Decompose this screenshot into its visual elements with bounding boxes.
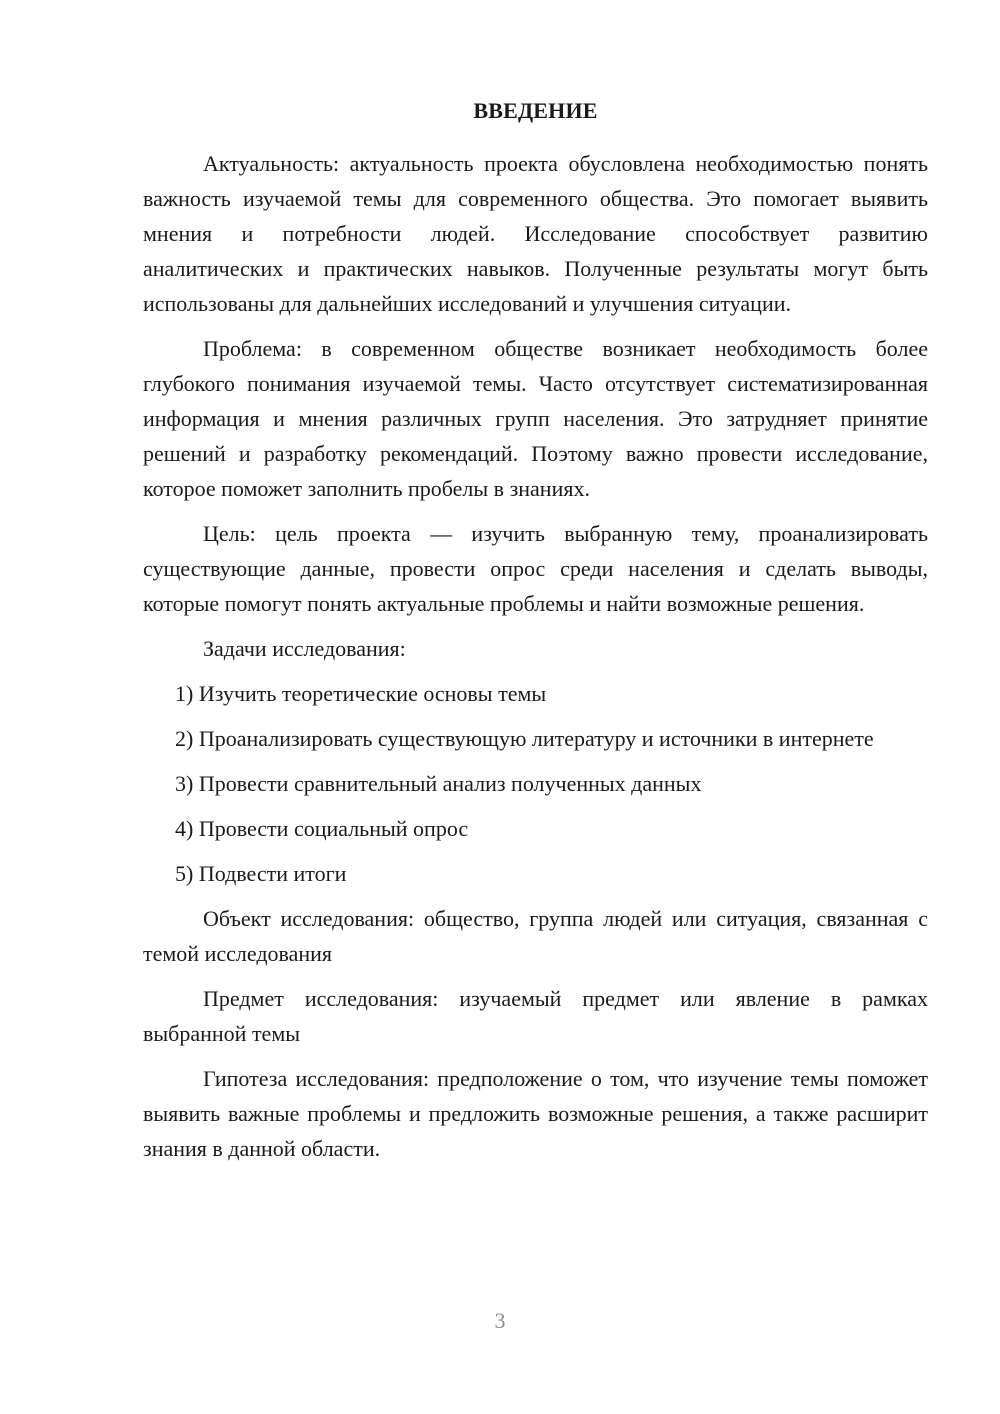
page-number: 3: [494, 1308, 506, 1333]
task-item: 1) Изучить теоретические основы темы: [175, 681, 547, 706]
page-title: ВВЕДЕНИЕ: [473, 98, 598, 123]
goal-paragraph: Цель: цель проекта — изучить выбранную тему, проанализировать существующие данные, провести опрос среди населения и сделать выводы, которые помогут понять актуальные проблемы и найти возможные решения.: [143, 521, 928, 616]
task-item: 3) Провести сравнительный анализ полученных данных: [175, 771, 702, 796]
object-paragraph: Объект исследования: общество, группа людей или ситуация, связанная с темой исследования: [143, 906, 928, 966]
tasks-heading: Задачи исследования:: [203, 636, 406, 661]
document-page: [143, 96, 928, 1176]
relevance-paragraph: Актуальность: актуальность проекта обусловлена необходимостью понять важность изучаемой темы для современного общества. Это помогает выявить мнения и потребности людей. Исследование способствует развитию аналитических и практических навыков. Полученные результаты могут быть использованы для дальнейших исследований и улучшения ситуации.: [143, 151, 928, 316]
task-item: 5) Подвести итоги: [175, 861, 347, 886]
subject-paragraph: Предмет исследования: изучаемый предмет или явление в рамках выбранной темы: [143, 986, 928, 1046]
problem-paragraph: Проблема: в современном обществе возникает необходимость более глубокого понимания изучаемой темы. Часто отсутствует систематизированная информация и мнения различных групп населения. Это затрудняет принятие решений и разработку рекомендаций. Поэтому важно провести исследование, которое поможет заполнить пробелы в знаниях.: [143, 336, 928, 501]
task-item: 4) Провести социальный опрос: [175, 816, 469, 841]
task-item: 2) Проанализировать существующую литературу и источники в интернете: [175, 726, 874, 751]
hypothesis-paragraph: Гипотеза исследования: предположение о том, что изучение темы поможет выявить важные проблемы и предложить возможные решения, а также расширит знания в данной области.: [143, 1066, 928, 1161]
